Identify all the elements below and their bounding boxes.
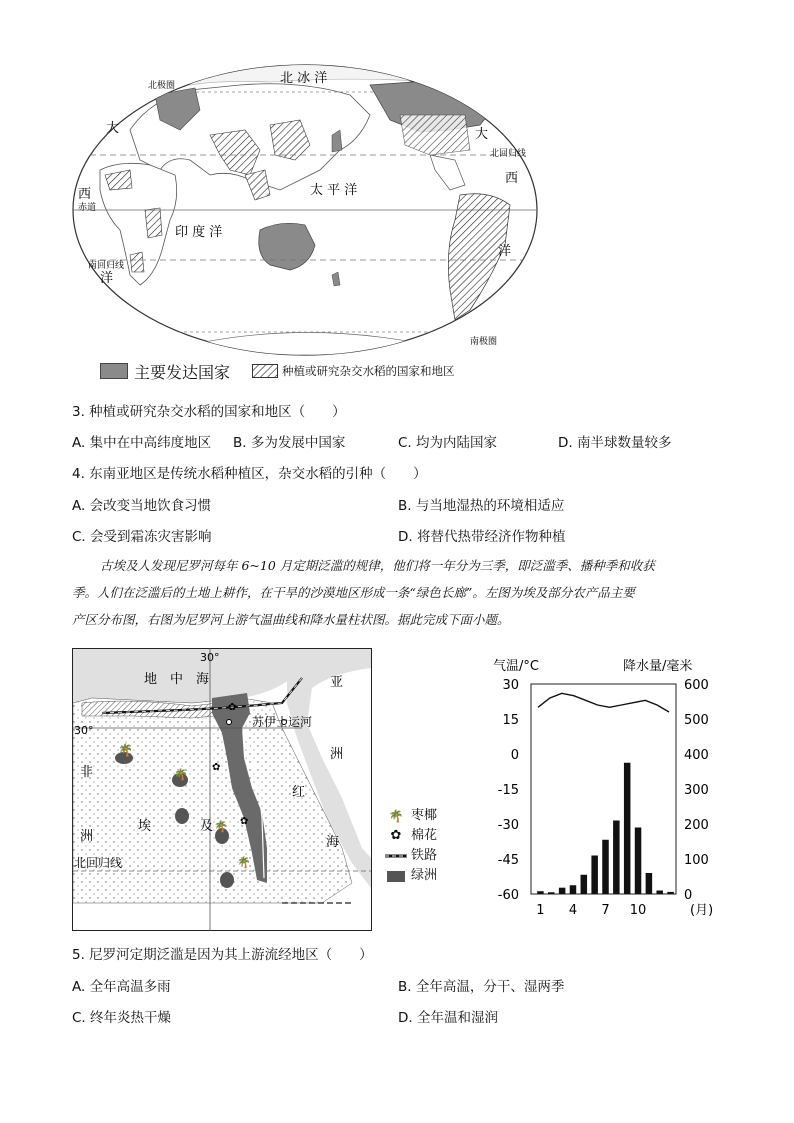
- egypt-label-lon30: 30°: [200, 651, 220, 664]
- date-palm-icon: 🌴: [237, 856, 251, 869]
- world-map: [70, 60, 540, 360]
- precip-bar: [602, 840, 609, 894]
- egypt-label-red-hai: 海: [326, 835, 340, 850]
- left-tick-label: 30: [502, 678, 519, 693]
- x-tick-label: 7: [601, 903, 610, 918]
- egypt-label-lat30: 30°: [74, 724, 94, 737]
- q3-stem: 3. 种植或研究杂交水稻的国家和地区（ ）: [72, 404, 346, 420]
- right-tick-label: 100: [684, 853, 709, 868]
- oasis-swatch: [387, 871, 405, 882]
- passage-line-2: 季。人们在泛滥后的土地上耕作，在干旱的沙漠地区形成一条“绿色长廊”。左图为埃及部分农产品主要: [72, 585, 635, 600]
- q4-stem: 4. 东南亚地区是传统水稻种植区，杂交水稻的引种（ ）: [72, 466, 427, 482]
- map-label-pacific: 太 平 洋: [310, 183, 358, 198]
- map-label-arctic-ocean: 北 冰 洋: [280, 71, 328, 86]
- precip-bar: [548, 892, 555, 894]
- legend-date-label: 枣椰: [411, 808, 438, 823]
- left-tick-label: -30: [497, 818, 519, 833]
- precip-bar: [537, 891, 544, 894]
- passage-line-3: 产区分布图，右图为尼罗河上游气温曲线和降水量柱状图。据此完成下面小题。: [72, 612, 510, 627]
- x-tick-label: 10: [629, 903, 647, 918]
- q4-option-c[interactable]: C. 会受到霜冻灾害影响: [72, 529, 212, 545]
- railway-icon: [385, 851, 407, 861]
- chart-left-axis-label: 气温/°C: [493, 659, 539, 674]
- precip-bar: [613, 821, 620, 895]
- legend-hatch-swatch: [252, 364, 278, 378]
- precip-bar: [646, 873, 653, 894]
- legend-hatch-label: 种植或研究杂交水稻的国家和地区: [282, 364, 455, 378]
- map-label-arctic-circle: 北极圈: [148, 81, 176, 91]
- egypt-label-africa-zhou: 洲: [80, 829, 94, 844]
- map-label-xi-right: 西: [505, 171, 519, 186]
- cotton-icon: ✿: [240, 816, 249, 827]
- oasis-3: [175, 808, 189, 824]
- map-label-tropic-capricorn: 南回归线: [88, 261, 125, 271]
- date-palm-icon: 🌴: [118, 743, 133, 757]
- q3-option-c[interactable]: C. 均为内陆国家: [398, 435, 498, 451]
- right-tick-label: 600: [684, 678, 709, 693]
- egypt-map: [72, 648, 372, 932]
- left-tick-label: -45: [497, 853, 519, 868]
- precip-bar: [624, 763, 631, 894]
- precip-bar: [635, 828, 642, 895]
- egypt-label-egypt-ai: 埃: [138, 819, 152, 834]
- left-tick-label: -60: [497, 888, 519, 903]
- date-palm-icon: 🌴: [214, 820, 228, 833]
- legend-oasis-label: 绿洲: [411, 868, 438, 883]
- legend-cotton-label: 棉花: [411, 828, 438, 843]
- precip-bar: [570, 885, 577, 894]
- chart-right-axis-label: 降水量/毫米: [623, 659, 693, 674]
- egypt-map-legend: [385, 806, 437, 886]
- q5-option-b[interactable]: B. 全年高温，分干、湿两季: [398, 979, 565, 995]
- q5-option-c[interactable]: C. 终年炎热干燥: [72, 1010, 172, 1026]
- map-label-yang-left: 洋: [100, 271, 114, 286]
- q3-option-d[interactable]: D. 南半球数量较多: [558, 435, 672, 451]
- cotton-icon: ✿: [228, 702, 237, 713]
- egypt-label-africa-fei: 非: [80, 765, 94, 780]
- right-tick-label: 300: [684, 783, 709, 798]
- map-label-yang-right: 洋: [498, 244, 512, 259]
- egypt-label-mediterranean: 地 中 海: [144, 672, 210, 687]
- precip-bar: [667, 892, 674, 894]
- date-palm-icon: 🌴: [388, 809, 404, 823]
- precip-bar: [591, 856, 598, 895]
- precip-bar: [656, 891, 663, 895]
- q5-option-a[interactable]: A. 全年高温多雨: [72, 979, 171, 995]
- chart-x-label: (月): [690, 903, 714, 918]
- left-tick-label: -15: [497, 783, 519, 798]
- right-tick-label: 400: [684, 748, 709, 763]
- precip-bar: [581, 875, 588, 894]
- q3-option-a[interactable]: A. 集中在中高纬度地区: [72, 435, 212, 451]
- legend-developed-swatch: [100, 363, 128, 379]
- x-tick-label: 1: [536, 903, 545, 918]
- oasis-5: [220, 872, 234, 888]
- q4-option-d[interactable]: D. 将替代热带经济作物种植: [398, 529, 566, 545]
- legend-developed-label: 主要发达国家: [134, 362, 231, 382]
- left-tick-label: 15: [502, 713, 519, 728]
- q4-option-a[interactable]: A. 会改变当地饮食习惯: [72, 498, 212, 514]
- egypt-label-suez: 苏伊士运河: [252, 715, 313, 729]
- date-palm-icon: 🌴: [174, 768, 188, 781]
- climate-chart: [485, 650, 725, 925]
- passage-line-1: 古埃及人发现尼罗河每年 6~10 月定期泛滥的规律，他们将一年分为三季，即泛滥季、播种季和收获: [100, 558, 655, 573]
- egypt-label-egypt-ji: 及: [200, 819, 214, 834]
- egypt-label-asia-ya: 亚: [330, 675, 344, 690]
- right-tick-label: 200: [684, 818, 709, 833]
- q4-option-b[interactable]: B. 与当地湿热的环境相适应: [398, 498, 565, 514]
- legend-railway-label: 铁路: [411, 848, 438, 863]
- egypt-label-red-hong: 红: [292, 785, 306, 800]
- cotton-icon: ✿: [212, 762, 221, 773]
- world-map-legend: [100, 361, 455, 381]
- q5-option-d[interactable]: D. 全年温和湿润: [398, 1010, 498, 1026]
- egypt-label-asia-zhou: 洲: [330, 747, 344, 762]
- map-label-tropic-cancer: 北回归线: [490, 149, 527, 159]
- x-tick-label: 4: [568, 903, 578, 918]
- q3-option-b[interactable]: B. 多为发展中国家: [233, 435, 346, 451]
- map-label-da-left: 大: [106, 121, 120, 136]
- cotton-icon: ✿: [390, 828, 402, 843]
- map-label-equator: 赤道: [78, 203, 97, 213]
- map-label-indian: 印 度 洋: [175, 225, 223, 240]
- q5-stem: 5. 尼罗河定期泛滥是因为其上游流经地区（ ）: [72, 947, 373, 963]
- map-label-xi-left: 西: [78, 187, 92, 202]
- right-tick-label: 500: [684, 713, 709, 728]
- left-tick-label: 0: [510, 748, 519, 763]
- map-label-antarctic-circle: 南极圈: [470, 337, 498, 347]
- map-label-da-right: 大: [475, 127, 489, 142]
- precip-bar: [559, 888, 566, 894]
- egypt-label-tropic: 北回归线: [74, 856, 123, 870]
- right-tick-label: 0: [684, 888, 693, 903]
